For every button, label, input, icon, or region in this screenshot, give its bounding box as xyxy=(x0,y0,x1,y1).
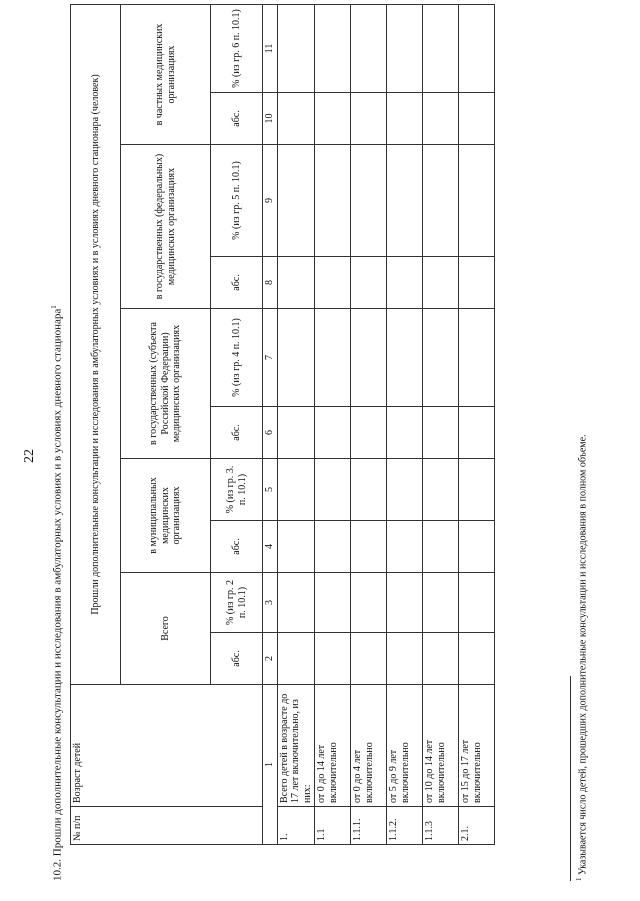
table-cell xyxy=(423,459,459,521)
table-cell xyxy=(423,4,459,92)
row-age: от 15 до 17 лет включительно xyxy=(459,685,495,807)
table-cell xyxy=(459,4,495,92)
table-cell xyxy=(387,521,423,573)
table-cell xyxy=(315,257,351,309)
table-cell xyxy=(351,309,387,407)
subgroup-regional: в государственных (субъекта Российской Федерации) медицинских организациях xyxy=(121,309,211,459)
column-number: 1 xyxy=(263,685,278,845)
footnote xyxy=(575,434,588,881)
table-cell xyxy=(387,93,423,145)
row-num: 1. xyxy=(277,807,315,845)
footnote-divider xyxy=(570,676,571,881)
section-heading xyxy=(50,305,64,881)
table-cell xyxy=(459,93,495,145)
row-age: от 0 до 4 лет включительно xyxy=(351,685,387,807)
table-cell xyxy=(351,633,387,685)
row-age: от 0 до 14 лет включительно xyxy=(315,685,351,807)
table-cell xyxy=(423,93,459,145)
column-number: 9 xyxy=(263,145,278,257)
table-cell xyxy=(387,407,423,459)
column-number: 3 xyxy=(263,573,278,633)
table-cell xyxy=(277,633,315,685)
table-cell xyxy=(315,309,351,407)
data-table xyxy=(70,4,495,845)
section-heading-text: 10.2. Прошли дополнительные консультации и исследования в амбулаторных условиях и в условиях дневного стационара xyxy=(51,308,64,881)
table-cell xyxy=(351,4,387,92)
table-cell xyxy=(277,459,315,521)
table-cell xyxy=(351,521,387,573)
table-cell xyxy=(387,4,423,92)
page-number: 22 xyxy=(22,449,37,463)
subgroup-federal: в государственных (федеральных) медицинских организациях xyxy=(121,145,211,309)
table-cell xyxy=(387,145,423,257)
table-cell xyxy=(423,407,459,459)
header-pct: % (из гр. 3. п. 10.1) xyxy=(211,459,263,521)
table-cell xyxy=(423,521,459,573)
table-cell xyxy=(459,257,495,309)
heading-footnote-mark: 1 xyxy=(50,305,58,309)
header-num: № п/п xyxy=(71,807,263,845)
table-row xyxy=(351,4,387,844)
subgroup-private: в частных медицинских организациях xyxy=(121,4,211,144)
table-cell xyxy=(315,573,351,633)
table-row xyxy=(315,4,351,844)
table-cell xyxy=(277,521,315,573)
table-cell xyxy=(315,4,351,92)
table-cell xyxy=(423,309,459,407)
table-row xyxy=(387,4,423,844)
footnote-text: Указывается число детей, прошедших дополнительные консультации и исследования в полном объеме. xyxy=(577,434,589,875)
table-cell xyxy=(351,573,387,633)
table-cell xyxy=(315,145,351,257)
table-row xyxy=(277,4,315,844)
table-cell xyxy=(277,309,315,407)
header-pct: % (из гр. 6 п. 10.1) xyxy=(211,4,263,92)
table-cell xyxy=(277,145,315,257)
table-cell xyxy=(423,633,459,685)
header-pct: % (из гр. 2 п. 10.1) xyxy=(211,573,263,633)
table-cell xyxy=(315,93,351,145)
column-number: 7 xyxy=(263,309,278,407)
table-cell xyxy=(315,633,351,685)
table-cell xyxy=(277,4,315,92)
header-abs: абс. xyxy=(211,521,263,573)
table-cell xyxy=(459,145,495,257)
column-number: 11 xyxy=(263,4,278,92)
table-row xyxy=(423,4,459,844)
table-cell xyxy=(387,257,423,309)
table-cell xyxy=(459,521,495,573)
header-abs: абс. xyxy=(211,633,263,685)
table-cell xyxy=(277,573,315,633)
column-number: 4 xyxy=(263,521,278,573)
table-row xyxy=(459,4,495,844)
row-age: от 10 до 14 лет включительно xyxy=(423,685,459,807)
table-cell xyxy=(423,573,459,633)
row-num: 1.1.2. xyxy=(387,807,423,845)
header-abs: абс. xyxy=(211,257,263,309)
column-number: 6 xyxy=(263,407,278,459)
table-cell xyxy=(459,633,495,685)
row-num: 1.1.1. xyxy=(351,807,387,845)
table-cell xyxy=(315,407,351,459)
footnote-mark: 1 xyxy=(575,877,583,881)
table-cell xyxy=(459,309,495,407)
table-cell xyxy=(423,257,459,309)
table-cell xyxy=(277,93,315,145)
column-number: 10 xyxy=(263,93,278,145)
column-number: 2 xyxy=(263,633,278,685)
row-num: 1.1.3 xyxy=(423,807,459,845)
table-cell xyxy=(387,459,423,521)
table-cell xyxy=(351,145,387,257)
header-abs: абс. xyxy=(211,93,263,145)
table-cell xyxy=(387,309,423,407)
header-abs: абс. xyxy=(211,407,263,459)
header-pct: % (из гр. 5 п. 10.1) xyxy=(211,145,263,257)
table-cell xyxy=(459,573,495,633)
row-age: Всего детей в возрасте до 17 лет включительно, из них: xyxy=(277,685,315,807)
column-number: 5 xyxy=(263,459,278,521)
header-group: Прошли дополнительные консультации и исследования в амбулаторных условиях и в условиях дневного стационара (человек) xyxy=(71,4,121,684)
table-cell xyxy=(387,633,423,685)
table-cell xyxy=(351,257,387,309)
table-cell xyxy=(459,407,495,459)
header-age: Возраст детей xyxy=(71,685,263,807)
table-cell xyxy=(387,573,423,633)
subgroup-total: Всего xyxy=(121,573,211,685)
table-cell xyxy=(459,459,495,521)
header-pct: % (из гр. 4 п. 10.1) xyxy=(211,309,263,407)
row-num: 2.1. xyxy=(459,807,495,845)
row-age: от 5 до 9 лет включительно xyxy=(387,685,423,807)
table-cell xyxy=(351,459,387,521)
table-cell xyxy=(315,459,351,521)
table-cell xyxy=(277,407,315,459)
column-number: 8 xyxy=(263,257,278,309)
table-cell xyxy=(423,145,459,257)
table-cell xyxy=(351,93,387,145)
row-num: 1.1 xyxy=(315,807,351,845)
table-cell xyxy=(351,407,387,459)
subgroup-municipal: в муниципальных медицинских организациях xyxy=(121,459,211,573)
table-cell xyxy=(277,257,315,309)
table-cell xyxy=(315,521,351,573)
